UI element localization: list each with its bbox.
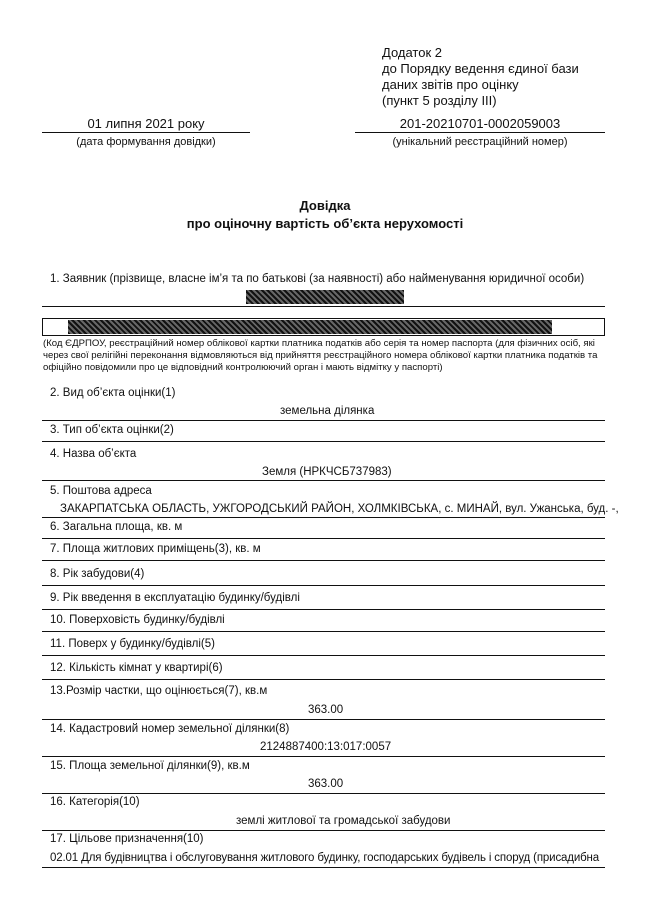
field-10-label: 10. Поверховість будинку/будівлі: [50, 614, 225, 626]
field-4-value: Земля (НРКЧСБ737983): [262, 466, 392, 478]
divider: [42, 480, 605, 481]
field-2-label: 2. Вид об’єкта оцінки(1): [50, 387, 176, 399]
field-5-label: 5. Поштова адреса: [50, 485, 152, 497]
field-16-value: землі житлової та громадської забудови: [236, 815, 451, 827]
field-14-value: 2124887400:13:017:0057: [260, 741, 392, 753]
field-11-label: 11. Поверх у будинку/будівлі(5): [50, 638, 215, 650]
registration-number-caption: (унікальний реєстраційний номер): [392, 136, 568, 148]
registration-number: 201-20210701-0002059003: [355, 116, 605, 133]
document-title: [0, 197, 650, 233]
field-9-label: 9. Рік введення в експлуатацію будинку/будівлі: [50, 592, 300, 604]
field-17-value: 02.01 Для будівництва і обслуговування житлового будинку, господарських будівель і споруд (присадибна: [50, 852, 600, 864]
divider: [42, 538, 605, 539]
divider: [42, 609, 605, 610]
field-15-label: 15. Площа земельної ділянки(9), кв.м: [50, 760, 250, 772]
applicant-label: 1. Заявник (прізвище, власне ім’я та по батькові (за наявності) або найменування юридичної особи): [50, 273, 585, 285]
field-5-value: ЗАКАРПАТСЬКА ОБЛАСТЬ, УЖГОРОДСЬКИЙ РАЙОН, ХОЛМКІВСЬКА, с. МИНАЙ, вул. Ужанська, буд. -,: [60, 503, 619, 515]
divider: [42, 560, 605, 561]
field-15-value: 363.00: [308, 778, 344, 790]
field-2-value: земельна ділянка: [280, 405, 375, 417]
divider: [42, 585, 605, 586]
divider: [42, 679, 605, 680]
divider: [42, 420, 605, 421]
field-3-label: 3. Тип об’єкта оцінки(2): [50, 424, 174, 436]
field-6-label: 6. Загальна площа, кв. м: [50, 521, 183, 533]
formation-date-caption: (дата формування довідки): [76, 136, 216, 148]
field-13-label: 13.Розмір частки, що оцінюється(7), кв.м: [50, 685, 268, 697]
redacted-applicant-name: [246, 290, 404, 304]
redacted-applicant-code: [68, 320, 552, 334]
formation-date: 01 липня 2021 року: [42, 116, 250, 133]
divider: [42, 631, 605, 632]
divider: [42, 793, 605, 794]
field-7-label: 7. Площа житлових приміщень(3), кв. м: [50, 543, 261, 555]
annex-line-4: (пункт 5 розділу III): [382, 93, 497, 108]
field-8-label: 8. Рік забудови(4): [50, 568, 145, 580]
annex-line-1: Додаток 2: [382, 45, 442, 60]
applicant-code-note: (Код ЄДРПОУ, реєстраційний номер облікової картки платника податків або серія та номер паспорта (для фізичних осіб, які через свої релігійні переконання відмовляються від прийняття реєстраційного номера облікової картки платника податків та офіційно повідомили про це відповідний контролюючий орган і мають відмітку у паспорті): [43, 338, 598, 373]
field-14-label: 14. Кадастровий номер земельної ділянки(8): [50, 723, 290, 735]
divider: [42, 830, 605, 831]
annex-line-2: до Порядку ведення єдиної бази: [382, 61, 579, 76]
divider: [42, 719, 605, 720]
field-17-label: 17. Цільове призначення(10): [50, 833, 204, 845]
title-line-2: про оціночну вартість об’єкта нерухомості: [186, 216, 464, 231]
title-line-1: Довідка: [299, 198, 351, 213]
field-13-value: 363.00: [308, 704, 344, 716]
annex-reference: [382, 45, 579, 109]
divider: [42, 306, 605, 307]
divider: [42, 756, 605, 757]
field-12-label: 12. Кількість кімнат у квартирі(6): [50, 662, 223, 674]
divider: [42, 867, 605, 868]
field-16-label: 16. Категорія(10): [50, 796, 140, 808]
field-4-label: 4. Назва об’єкта: [50, 448, 137, 460]
divider: [42, 517, 605, 518]
divider: [42, 441, 605, 442]
divider: [42, 655, 605, 656]
annex-line-3: даних звітів про оцінку: [382, 77, 519, 92]
